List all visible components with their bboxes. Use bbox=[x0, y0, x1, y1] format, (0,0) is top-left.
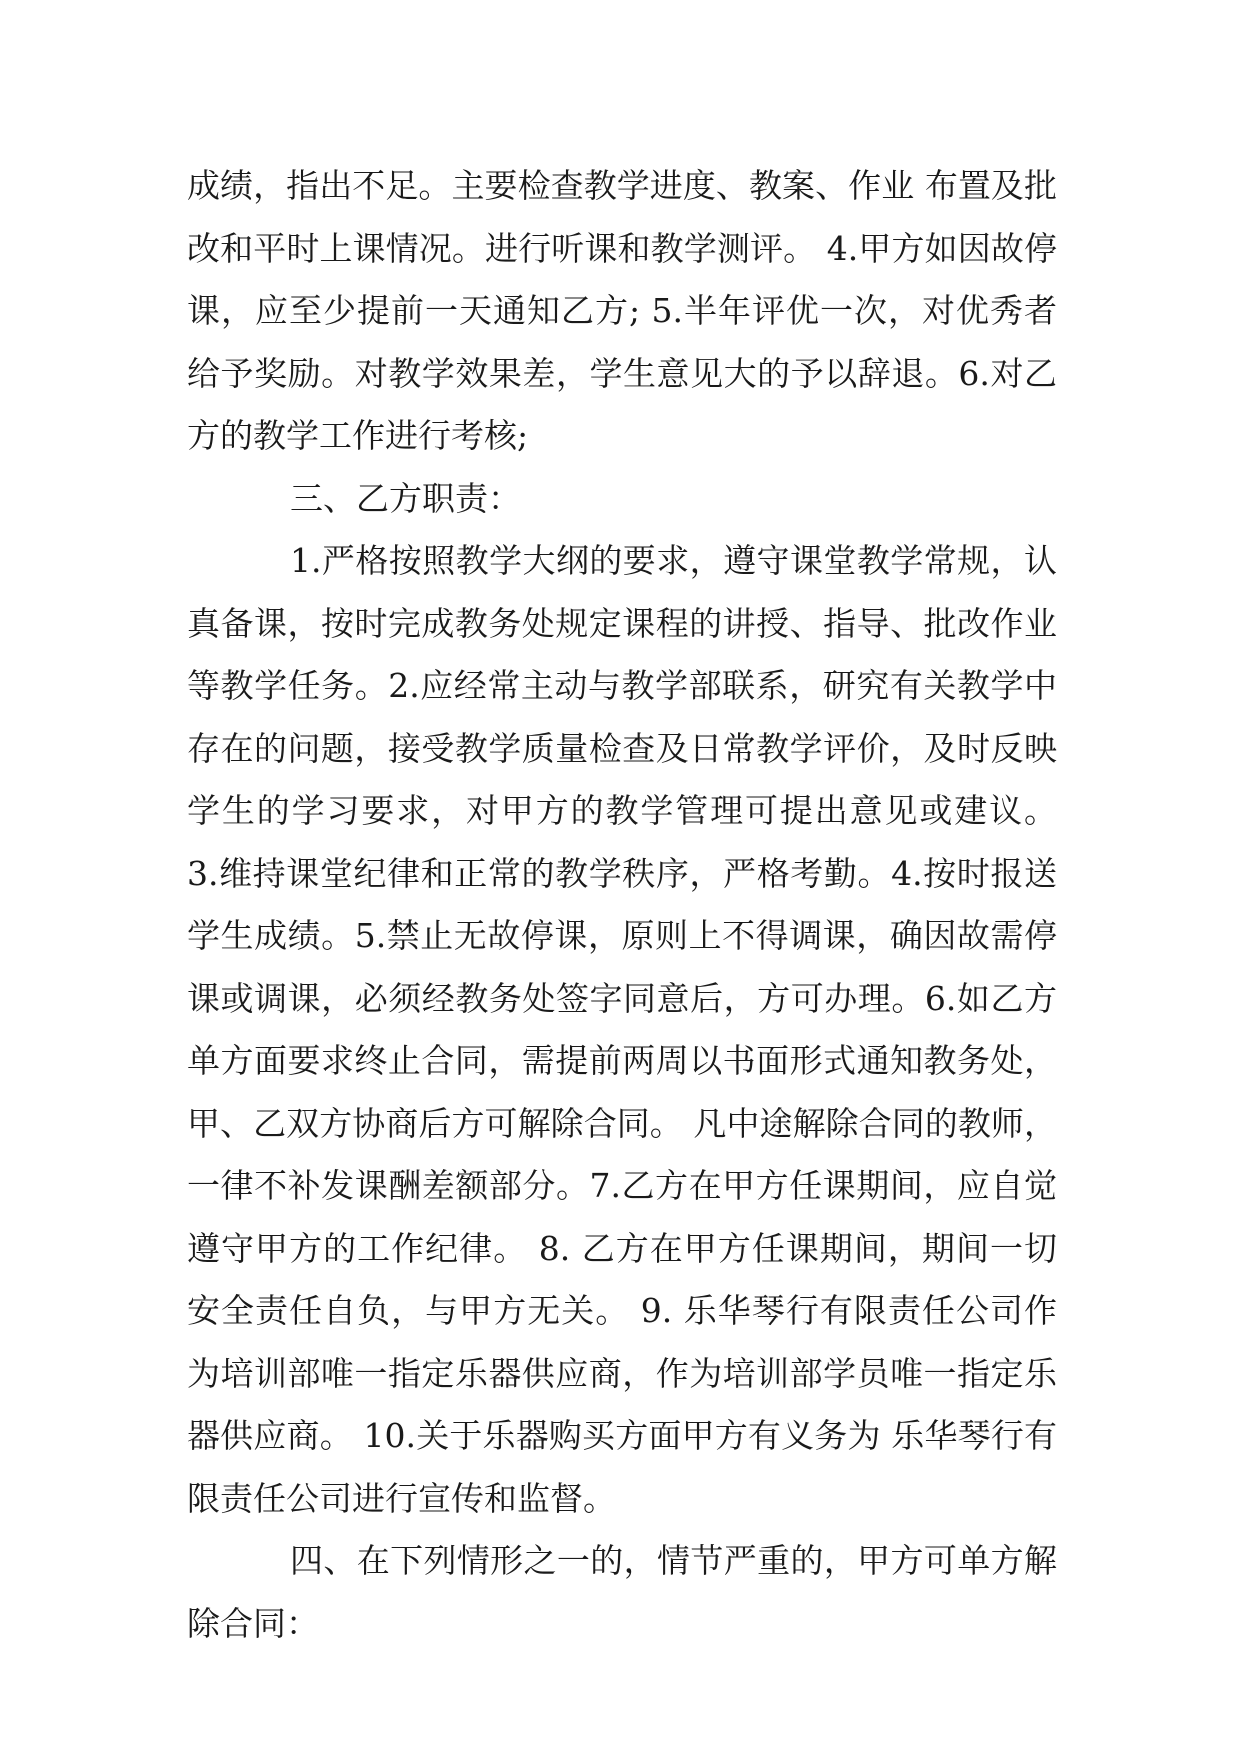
text-line: 改和平时上课情况。进行听课和教学测评。 4.甲方如因故停 bbox=[187, 228, 1057, 268]
section-heading: 四、在下列情形之一的，情节严重的，甲方可单方解 bbox=[290, 1541, 1057, 1580]
text-line: 存在的问题，接受教学质量检查及日常教学评价，及时反映 bbox=[187, 728, 1057, 768]
text-line: 课，应至少提前一天通知乙方; 5.半年评优一次，对优秀者 bbox=[187, 291, 1057, 330]
text-line: 给予奖励。对教学效果差，学生意见大的予以辞退。6.对乙 bbox=[187, 353, 1057, 393]
section-heading: 三、乙方职责： bbox=[290, 478, 521, 518]
document-body bbox=[187, 155, 1057, 1655]
text-line: 真备课，按时完成教务处规定课程的讲授、指导、批改作业 bbox=[187, 603, 1057, 643]
text-line: 等教学任务。2.应经常主动与教学部联系，研究有关教学中 bbox=[187, 666, 1057, 705]
text-line: 学生成绩。5.禁止无故停课，原则上不得调课，确因故需停 bbox=[187, 916, 1057, 955]
text-line: 遵守甲方的工作纪律。 8. 乙方在甲方任课期间，期间一切 bbox=[187, 1228, 1057, 1268]
text-line: 1.严格按照教学大纲的要求，遵守课堂教学常规，认 bbox=[290, 541, 1057, 580]
text-line: 学生的学习要求，对甲方的教学管理可提出意见或建议。 bbox=[187, 791, 1057, 830]
text-line: 一律不补发课酬差额部分。7.乙方在甲方任课期间，应自觉 bbox=[187, 1166, 1057, 1205]
text-line: 安全责任自负，与甲方无关。 9. 乐华琴行有限责任公司作 bbox=[187, 1291, 1057, 1330]
text-line: 限责任公司进行宣传和监督。 bbox=[187, 1478, 616, 1518]
text-line: 除合同： bbox=[187, 1603, 319, 1643]
text-line: 为培训部唯一指定乐器供应商，作为培训部学员唯一指定乐 bbox=[187, 1353, 1057, 1393]
text-line: 器供应商。 10.关于乐器购买方面甲方有义务为 乐华琴行有 bbox=[187, 1416, 1057, 1455]
text-line: 成绩，指出不足。主要检查教学进度、教案、作业 布置及批 bbox=[187, 166, 1057, 205]
text-line: 课或调课，必须经教务处签字同意后，方可办理。6.如乙方 bbox=[187, 978, 1057, 1018]
text-line: 3.维持课堂纪律和正常的教学秩序，严格考勤。4.按时报送 bbox=[187, 853, 1057, 893]
text-line: 单方面要求终止合同，需提前两周以书面形式通知教务处， bbox=[187, 1041, 1057, 1080]
text-line: 方的教学工作进行考核; bbox=[187, 416, 529, 455]
text-line: 甲、乙双方协商后方可解除合同。 凡中途解除合同的教师， bbox=[187, 1103, 1057, 1143]
